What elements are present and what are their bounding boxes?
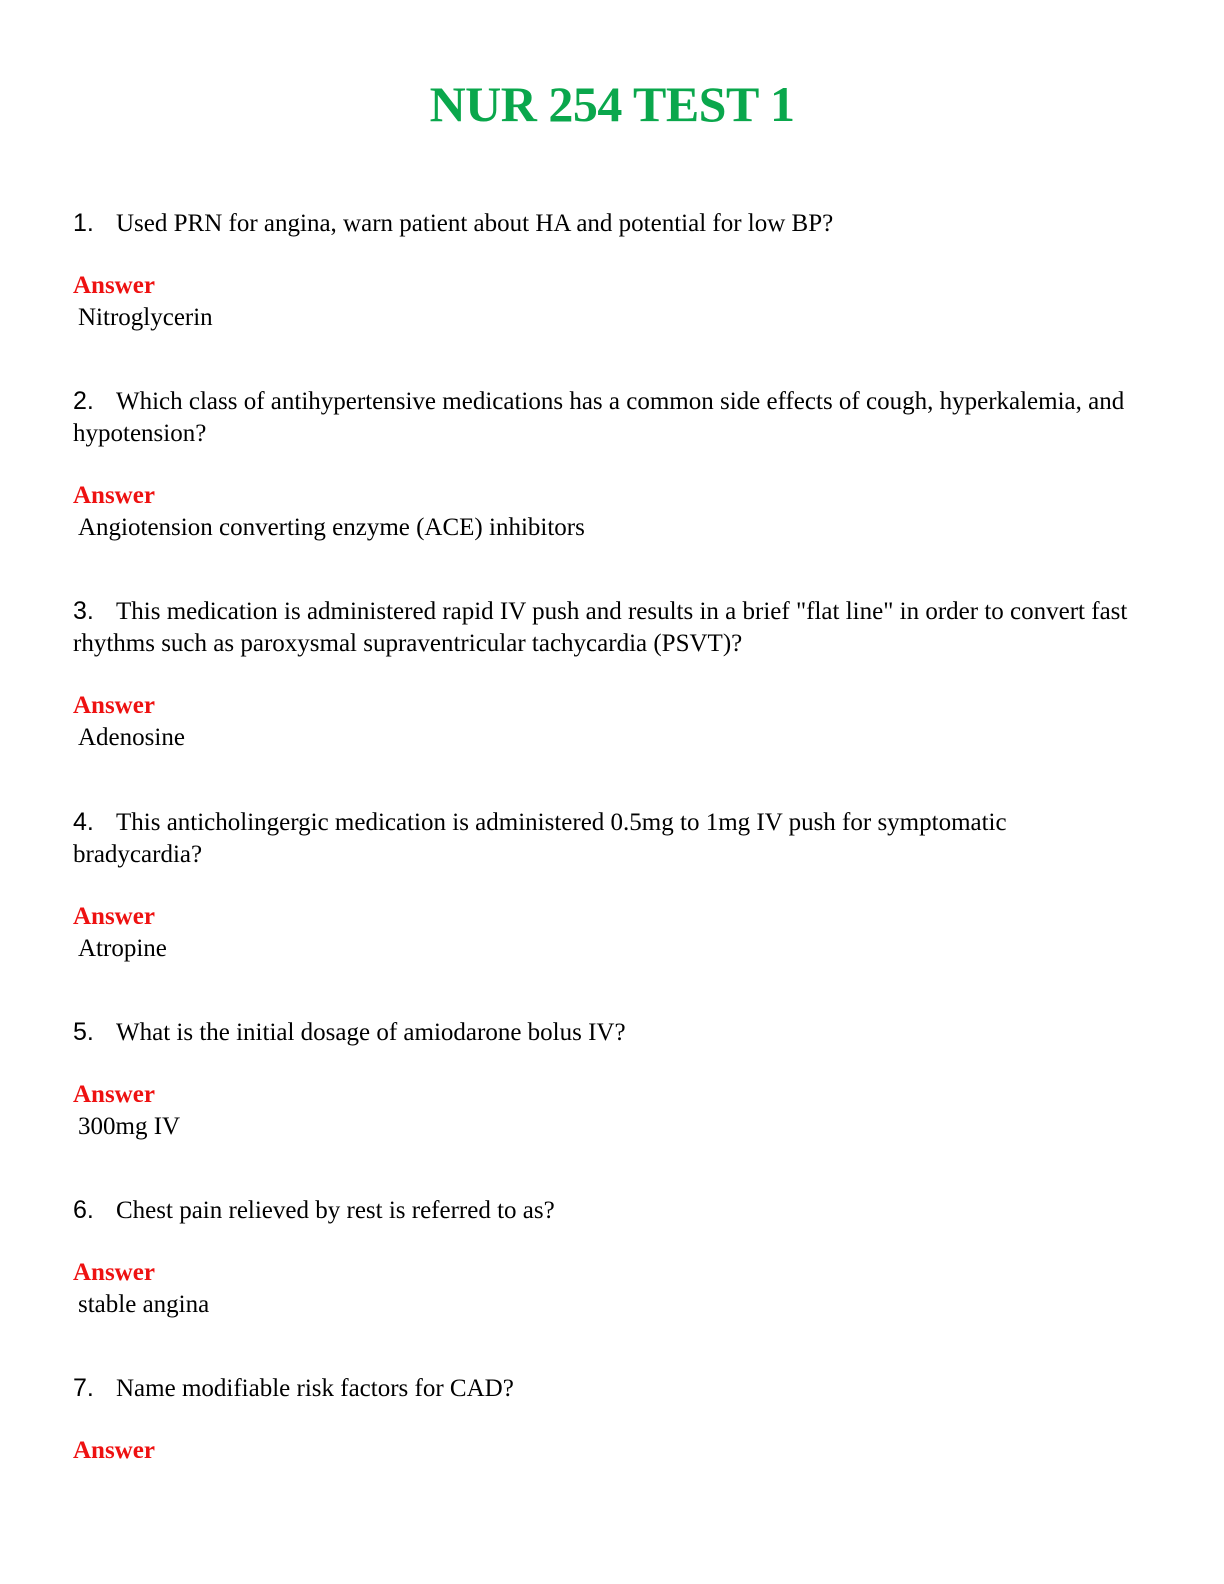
answer-text: stable angina	[78, 1291, 210, 1318]
question-block-1	[73, 207, 1133, 334]
answer-label: Answer	[73, 1259, 155, 1286]
question-text: Used PRN for angina, warn patient about HA and potential for low BP?	[116, 210, 834, 237]
question-text: Chest pain relieved by rest is referred to as?	[116, 1197, 555, 1224]
answer-text: 300mg IV	[78, 1113, 181, 1140]
answer-label: Answer	[73, 272, 155, 299]
page-title: NUR 254 TEST 1	[429, 76, 795, 132]
question-number: 7.	[73, 1374, 94, 1402]
answer-label: Answer	[73, 482, 155, 509]
answer-text: Adenosine	[78, 724, 185, 751]
question-block-5	[73, 1016, 1133, 1143]
question-text: Name modifiable risk factors for CAD?	[116, 1375, 514, 1402]
question-number: 5.	[73, 1018, 94, 1046]
answer-label: Answer	[73, 903, 155, 930]
question-block-2	[73, 385, 1133, 544]
question-number: 1.	[73, 209, 94, 237]
question-6	[73, 1194, 1133, 1227]
question-text: What is the initial dosage of amiodarone bolus IV?	[116, 1019, 626, 1046]
answer-label: Answer	[73, 1437, 155, 1464]
answer-text: Angiotension converting enzyme (ACE) inhibitors	[78, 514, 585, 541]
question-text: This medication is administered rapid IV push and results in a brief "flat line" in order to convert fast rhythms such as paroxysmal supraventricular tachycardia (PSVT)?	[73, 598, 1128, 657]
answer-label: Answer	[73, 692, 155, 719]
question-number: 2.	[73, 387, 94, 415]
question-block-6	[73, 1194, 1133, 1321]
question-1	[73, 207, 1133, 240]
question-number: 6.	[73, 1196, 94, 1224]
question-7	[73, 1372, 1133, 1405]
answer-text: Nitroglycerin	[78, 304, 213, 331]
question-5	[73, 1016, 1133, 1049]
question-2	[73, 385, 1133, 450]
question-4	[73, 806, 1133, 871]
answer-text: Atropine	[78, 935, 167, 962]
question-3	[73, 595, 1133, 660]
question-block-7	[73, 1372, 1133, 1467]
answer-label: Answer	[73, 1081, 155, 1108]
question-number: 4.	[73, 808, 94, 836]
question-block-4	[73, 806, 1133, 965]
question-text: This anticholingergic medication is administered 0.5mg to 1mg IV push for symptomatic bradycardia?	[73, 809, 1007, 868]
question-text: Which class of antihypertensive medications has a common side effects of cough, hyperkalemia, and hypotension?	[73, 388, 1125, 447]
question-number: 3.	[73, 597, 94, 625]
question-block-3	[73, 595, 1133, 754]
